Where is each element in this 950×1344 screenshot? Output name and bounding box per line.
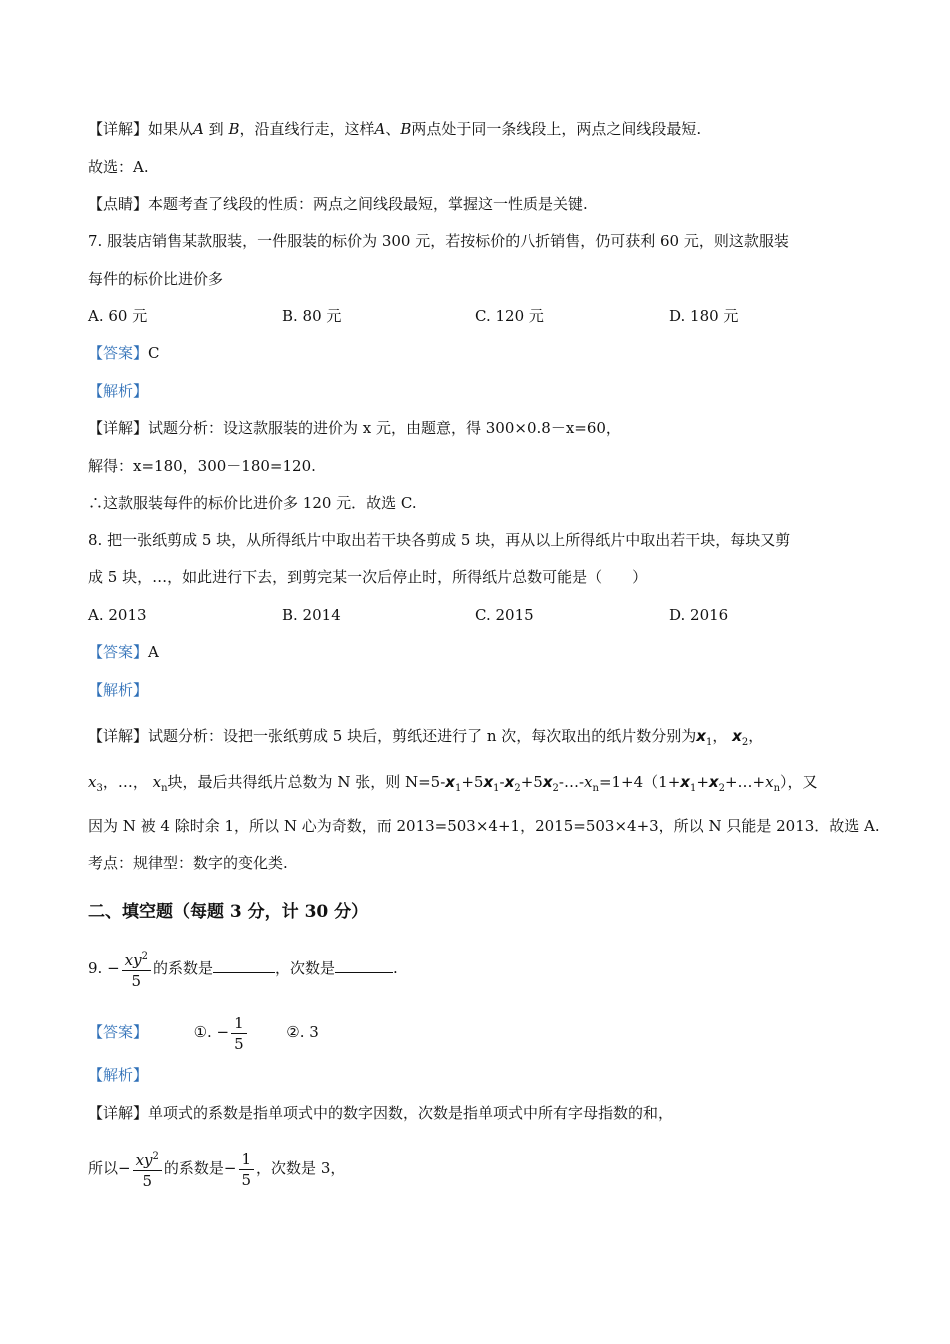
q8-detail-line3: 因为 N 被 4 除时余 1，所以 N 心为奇数，而 2013=503×4+1，2015=503×4+3，所以 N 只能是 2013．故选 A. — [88, 817, 880, 835]
section-title-fill-blank: 二、填空题（每题 3 分，计 30 分） — [88, 902, 369, 922]
q6-choose: 故选：A. — [88, 158, 149, 176]
q6-detail: 【详解】如果从A 到 B，沿直线行走，这样A、B两点处于同一条线段上，两点之间线段最短. — [88, 120, 702, 138]
q7-conclusion: ∴这款服装每件的标价比进价多 120 元．故选 C. — [88, 494, 417, 512]
q9-blank-2[interactable] — [335, 958, 393, 973]
q8-detail-line2: $x_3$，…， $x_n$块，最后共得纸片总数为 N 张，则 $N=5-x_1+5x_1-x_2+5x_2-\dots-x_n=1+4(1+x_1+x_2+\dots+x_n)$，又 — [88, 773, 818, 794]
q7-analysis-label: 【解析】 — [88, 382, 149, 400]
q9-blank-1[interactable] — [213, 958, 275, 973]
q7-choice-a: A. 60 元 — [88, 307, 148, 325]
q9-stem: 9. − $\frac{xy^2}{5}$ 的系数是 ，次数是 . — [88, 946, 398, 991]
q8-stem-line2: 成 5 块，…，如此进行下去，到剪完某一次后停止时，所得纸片总数可能是（ ） — [88, 568, 648, 586]
q8-kaodian: 考点：规律型：数字的变化类. — [88, 854, 288, 872]
q6-comment: 【点睛】本题考查了线段的性质：两点之间线段最短，掌握这一性质是关键. — [88, 195, 588, 213]
q8-detail-line1: 【详解】试题分析：设把一张纸剪成 5 块后，剪纸还进行了 n 次，每次取出的纸片数分别为$x_1$， $x_2$， — [88, 727, 764, 748]
q7-stem-line2: 每件的标价比进价多 — [88, 270, 224, 288]
q7-choice-c: C. 120 元 — [475, 307, 544, 325]
q8-choice-c: C. 2015 — [475, 606, 534, 624]
q8-analysis-label: 【解析】 — [88, 681, 149, 699]
q7-detail: 【详解】试题分析：设这款服装的进价为 x 元，由题意，得 300×0.8－x=60， — [88, 419, 621, 437]
q8-choice-a: A. 2013 — [88, 606, 147, 624]
q8-answer: 【答案】A — [88, 643, 159, 661]
q7-stem-line1: 7. 服装店销售某款服装，一件服装的标价为 300 元，若按标价的八折销售，仍可获利 60 元，则这款服装 — [88, 232, 789, 250]
q9-answer: 【答案】 ①. − $\frac{1}{5}$ ②. 3 — [88, 1013, 319, 1053]
q9-detail: 【详解】单项式的系数是指单项式中的数字因数，次数是指单项式中所有字母指数的和， — [88, 1104, 674, 1122]
q9-conclusion: 所以− $\frac{xy^2}{5}$ 的系数是− $\frac{1}{5}$ ，次数是 3， — [88, 1146, 345, 1191]
q8-stem-line1: 8. 把一张纸剪成 5 块，从所得纸片中取出若干块各剪成 5 块，再从以上所得纸片中取出若干块，每块又剪 — [88, 531, 791, 549]
q8-choice-d: D. 2016 — [669, 606, 729, 624]
q7-choice-b: B. 80 元 — [282, 307, 342, 325]
q7-choice-d: D. 180 元 — [669, 307, 739, 325]
q8-choice-b: B. 2014 — [282, 606, 341, 624]
q7-answer: 【答案】C — [88, 344, 160, 362]
q9-fraction: $\frac{xy^2}{5}$ — [122, 947, 151, 991]
q7-solve: 解得：x=180，300－180=120. — [88, 457, 316, 475]
q9-analysis-label: 【解析】 — [88, 1066, 149, 1084]
